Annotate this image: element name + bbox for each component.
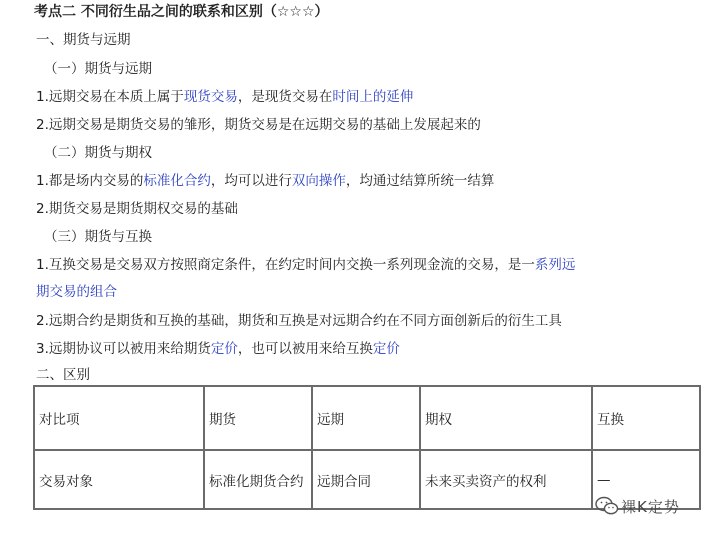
table-header-cell: 对比项 xyxy=(34,386,204,450)
comparison-table xyxy=(33,385,701,510)
table-cell: 未来买卖资产的权利 xyxy=(420,450,592,509)
paragraph-3 xyxy=(36,172,494,190)
subsection-heading-3: （三）期货与互换 xyxy=(44,229,152,245)
highlight-standard-contract: 标准化合约 xyxy=(143,173,211,189)
page-title: 考点二 不同衍生品之间的联系和区别（☆☆☆） xyxy=(34,4,329,20)
paragraph-5 xyxy=(36,256,575,274)
highlight-spot-trade: 现货交易 xyxy=(183,89,238,105)
paragraph-4: 2.期货交易是期货期权交易的基础 xyxy=(36,201,238,217)
paragraph-1 xyxy=(36,88,413,106)
paragraph-3-text-a: 1.都是场内交易的 xyxy=(36,173,144,189)
section-heading-1: 一、期货与远期 xyxy=(36,32,131,48)
table-cell: 远期合同 xyxy=(312,450,420,509)
table-cell: — xyxy=(592,450,700,509)
table-header-cell: 期权 xyxy=(420,386,592,450)
table-header-cell: 互换 xyxy=(592,386,700,450)
paragraph-3-text-e: ，均通过结算所统一结算 xyxy=(345,173,495,189)
table-header-cell: 远期 xyxy=(312,386,420,450)
highlight-forward-combo: 期交易的组合 xyxy=(36,284,117,300)
subsection-heading-2: （二）期货与期权 xyxy=(44,145,152,161)
highlight-time-extension: 时间上的延伸 xyxy=(332,89,414,105)
table-header-cell: 期货 xyxy=(204,386,312,450)
watermark xyxy=(595,494,705,518)
paragraph-1-text-a: 1.远期交易在本质上属于 xyxy=(36,89,184,105)
highlight-two-way: 双向操作 xyxy=(291,173,346,189)
paragraph-2: 2.远期交易是期货交易的雏形，期货交易是在远期交易的基础上发展起来的 xyxy=(36,117,481,133)
table-cell: 标准化期货合约 xyxy=(204,450,312,509)
wechat-icon xyxy=(595,496,619,516)
section-heading-2: 二、区别 xyxy=(36,367,90,383)
highlight-pricing-1: 定价 xyxy=(210,341,238,357)
paragraph-1-text-c: ，是现货交易在 xyxy=(237,89,333,105)
paragraph-3-text-c: ，均可以进行 xyxy=(210,173,292,189)
paragraph-7-text-a: 3.远期协议可以被用来给期货 xyxy=(36,341,211,357)
paragraph-5-continued xyxy=(36,283,117,301)
subsection-heading-1: （一）期货与远期 xyxy=(44,61,152,77)
watermark-text: 裸K定势 xyxy=(621,497,680,516)
paragraph-5-text-a: 1.互换交易是交易双方按照商定条件，在约定时间内交换一系列现金流的交易，是一 xyxy=(36,257,535,273)
highlight-forward-series: 系列远 xyxy=(534,257,576,273)
table-header-row xyxy=(34,386,700,450)
table-cell: 交易对象 xyxy=(34,450,204,509)
paragraph-7-text-c: ，也可以被用来给互换 xyxy=(237,341,373,357)
highlight-pricing-2: 定价 xyxy=(372,341,400,357)
paragraph-6: 2.远期合约是期货和互换的基础，期货和互换是对远期合约在不同方面创新后的衍生工具 xyxy=(36,313,562,329)
paragraph-7 xyxy=(36,340,400,358)
